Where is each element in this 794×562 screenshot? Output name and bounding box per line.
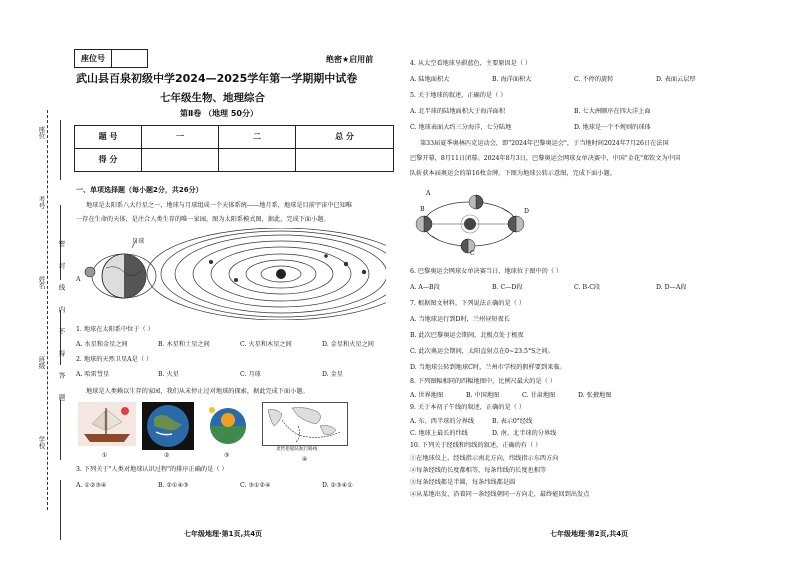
- diagram-label-a: A: [76, 276, 81, 283]
- question-9-option-a[interactable]: A. 东、西半球的分界线: [410, 418, 475, 425]
- question-8-option-a[interactable]: A. 世界地图: [410, 392, 444, 399]
- picture-4-voyage-map: [262, 402, 348, 446]
- question-4-option-c[interactable]: C. 不停的旋转: [574, 76, 614, 83]
- question-3-option-a[interactable]: A. ①②③④: [76, 482, 107, 489]
- question-2-option-a[interactable]: A. 哈雷彗星: [76, 371, 110, 378]
- picture-2-earth: [142, 402, 194, 450]
- question-7-option-a[interactable]: A. 当地球运行到D时，兰州昼短夜长: [410, 316, 510, 323]
- intro-paragraph-1-line-1: 地球是太阳系八大行星之一，地球与月球组成一个天体系统——地月系，地球是目前宇宙中已知唯: [86, 202, 353, 209]
- solar-system-diagram: [76, 228, 386, 320]
- question-3: 3. 下列关于"人类对地球认识过程"的排序正确的是（ ）: [76, 466, 228, 473]
- intro-paragraph-3-line-1: 第33届夏季奥林匹克运动会，即"2024年巴黎奥运会"，于当地时间2024年7月26日在法国: [420, 140, 669, 147]
- question-4-option-a[interactable]: A. 陆地面积大: [410, 76, 450, 83]
- question-2-option-b[interactable]: B. 火星: [158, 371, 179, 378]
- binding-label-exam-number: 考号: [37, 196, 46, 209]
- score-table: [74, 125, 394, 172]
- question-6-option-c[interactable]: C. B-C段: [574, 284, 601, 291]
- orbit-label-b: B: [420, 206, 425, 213]
- exam-title: 武山县百泉初级中学2024—2025学年第一学期期中试卷: [76, 72, 358, 85]
- picture-3-sun-earth: [202, 402, 254, 446]
- question-5: 5. 关于地球的叙述，正确的是（ ）: [410, 92, 507, 99]
- orbit-label-d: D: [524, 208, 529, 215]
- exam-subtitle: 七年级生物、地理综合: [160, 92, 265, 104]
- picture-2-label: ②: [164, 452, 170, 459]
- question-9-option-c[interactable]: C. 地球上最长的纬线: [410, 430, 468, 437]
- picture-4-label: ④: [302, 456, 308, 463]
- score-header-part-1: 一: [142, 126, 219, 149]
- question-5-option-c[interactable]: C. 地球表面大约三分海洋，七分陆地: [410, 124, 512, 131]
- question-5-option-b[interactable]: B. 七大洲顺序在四大洋上面: [574, 108, 651, 115]
- question-2-option-c[interactable]: C. 月球: [240, 371, 261, 378]
- question-1: 1. 地球在太阳系中位于（ ）: [76, 326, 154, 333]
- secret-label: 绝密★启用前: [326, 55, 374, 64]
- question-7-option-c[interactable]: C. 此次奥运会期间，太阳直射点在0~23.5°S之间。: [410, 348, 554, 355]
- question-3-option-c[interactable]: C. ③①②④: [240, 482, 271, 489]
- intro-paragraph-3-line-3: 队斩获本届奥运会的第16枚金牌。下图为地球公转示意图，完成下面小题。: [410, 170, 616, 177]
- question-5-option-d[interactable]: D. 地球是一个不规则的球体: [574, 124, 651, 131]
- question-7-option-b[interactable]: B. 此次巴黎奥运会期间，北极点处于极夜: [410, 332, 524, 339]
- question-1-option-d[interactable]: D. 金星和火星之间: [322, 341, 374, 348]
- score-cell-total[interactable]: [296, 149, 394, 172]
- question-2-option-d[interactable]: D. 金星: [322, 371, 344, 378]
- question-5-option-a[interactable]: A. 北半球的陆地面积大于海洋面积: [410, 108, 506, 115]
- question-2: 2. 地球的天然卫星A是（ ）: [76, 356, 153, 363]
- score-header-total: 总 分: [296, 126, 394, 149]
- footer-right: 七年级地理·第2页,共4页: [550, 530, 629, 538]
- intro-paragraph-2: 地球是人类赖以生存的家园，我们从未停止过对地球的探索，据此完成下面小题。: [86, 388, 309, 395]
- footer-left: 七年级地理·第1页,共4页: [184, 530, 263, 538]
- question-6: 6. 巴黎奥运会网球女单决赛当日，地球位于图中的（ ）: [410, 268, 563, 275]
- question-8: 8. 下列图幅相同的四幅地图中，比例尺最大的是（ ）: [410, 378, 556, 385]
- picture-3-label: ③: [224, 452, 230, 459]
- question-6-option-b[interactable]: B. C—D段: [492, 284, 523, 291]
- question-3-option-d[interactable]: D. ②③④①: [322, 482, 353, 489]
- earth-revolution-diagram: [412, 188, 532, 258]
- binding-label-class: 班级: [37, 356, 46, 369]
- paper-section-label: 第Ⅱ卷 （地理 50分）: [180, 109, 258, 118]
- question-4-option-d[interactable]: D. 表面云层厚: [656, 76, 696, 83]
- score-header-part-2: 二: [219, 126, 296, 149]
- question-10-statement-3: ③每条经线都是半圆，每条纬线都是圆: [410, 479, 516, 486]
- question-7-option-d[interactable]: D. 当地球公转到地球C时，兰州市学校的假样要到来临。: [410, 364, 566, 371]
- question-1-option-b[interactable]: B. 木星和土星之间: [158, 341, 210, 348]
- question-8-option-b[interactable]: B. 中国地图: [466, 392, 500, 399]
- binding-line: [47, 110, 48, 510]
- score-row-label: 得 分: [75, 149, 142, 172]
- picture-1-ship: [78, 402, 136, 446]
- question-1-option-c[interactable]: C. 火星和木星之间: [240, 341, 292, 348]
- question-10-statement-2: ②每条经线的长度都相等，每条纬线的长度也相等: [410, 467, 547, 474]
- intro-paragraph-1-line-2: 一存在生命的天体，是注合人类生存的唯一家园。图为太阳系模式图，据此，完成下面小题。: [76, 216, 330, 223]
- score-cell-part-2[interactable]: [219, 149, 296, 172]
- binding-label-name: 姓名: [37, 276, 46, 289]
- intro-paragraph-3-line-2: 巴黎开幕，8月11日闭幕。2024年8月3日，巴黎奥运会网球女单决赛中，中国"金花"郑钦文为中国: [410, 155, 681, 162]
- section-heading: 一、单项选择题（每小题2分，共26分）: [76, 186, 203, 194]
- diagram-label-moon: 月球: [132, 238, 145, 245]
- question-3-option-b[interactable]: B. ②①④③: [158, 482, 189, 489]
- question-10-statement-1: ①在地球仪上，经线指示南北方向，纬线指示东西方向: [410, 455, 559, 462]
- orbit-label-a: A: [426, 190, 431, 197]
- question-4: 4. 从太空看地球呈蔚蓝色，主要原因是（ ）: [410, 60, 532, 67]
- question-6-option-a[interactable]: A. A—B段: [410, 284, 440, 291]
- question-9-option-d[interactable]: D. 南、北半球的分界线: [492, 430, 557, 437]
- question-9-option-b[interactable]: B. 表示0°经线: [492, 418, 533, 425]
- seat-number-box: [74, 49, 148, 68]
- question-1-option-a[interactable]: A. 水星和金星之间: [76, 341, 128, 348]
- picture-4-caption: 麦哲伦船队航行路线: [276, 447, 318, 452]
- question-4-option-b[interactable]: B. 海洋面积大: [492, 76, 532, 83]
- score-header-question: 题 号: [75, 126, 142, 149]
- question-7: 7. 根据图文材料，下列说法正确的是（ ）: [410, 300, 526, 307]
- question-9: 9. 关于本初子午线的叙述，正确的是（ ）: [410, 404, 526, 411]
- seat-number-field[interactable]: [112, 50, 148, 68]
- question-10: 10. 下列关于经线和纬线的叙述，正确的有（ ）: [410, 442, 542, 449]
- question-8-option-c[interactable]: C. 甘肃地图: [522, 392, 556, 399]
- binding-label-seat: 座位: [37, 126, 46, 139]
- question-8-option-d[interactable]: D. 张掖地图: [578, 392, 612, 399]
- score-cell-part-1[interactable]: [142, 149, 219, 172]
- question-10-statement-4: ④从某地出发，沿着同一条经线朝同一方向走，最终能回到出发点: [410, 491, 590, 498]
- seat-number-label: 座位号: [75, 50, 112, 68]
- binding-label-school: 学校: [37, 436, 46, 449]
- question-6-option-d[interactable]: D. D—A段: [656, 284, 687, 291]
- orbit-label-c: C: [470, 250, 475, 257]
- picture-1-label: ①: [102, 452, 108, 459]
